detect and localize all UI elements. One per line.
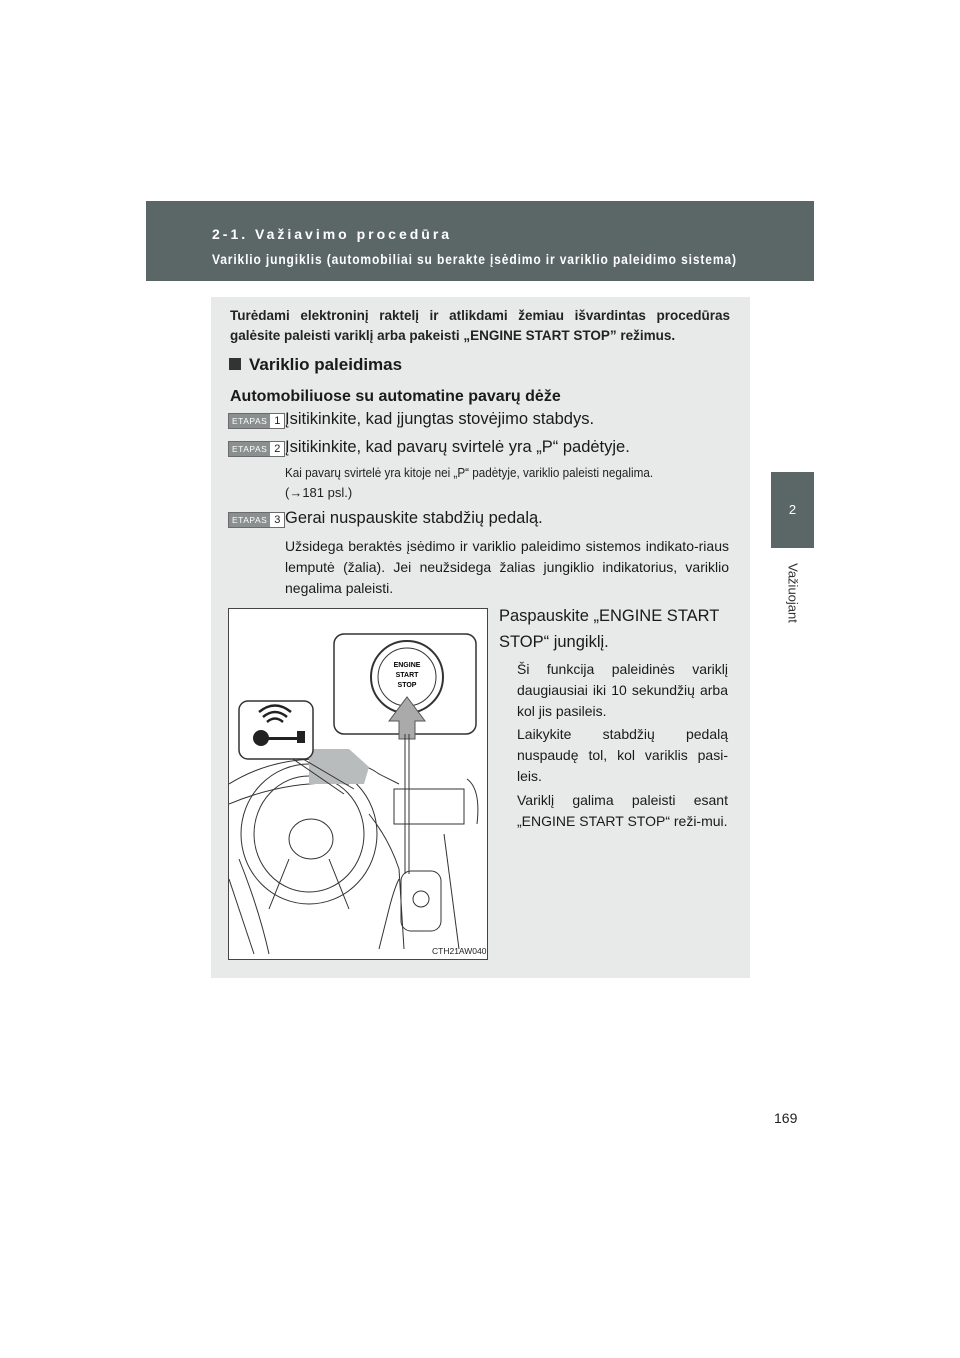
step-text: Įsitikinkite, kad pavarų svirtelė yra „P“ padėtyje. — [285, 438, 630, 456]
step-badge: ETAPAS 3 — [228, 512, 285, 528]
button-text-start: START — [395, 672, 419, 679]
page-reference: (→181 psl.) — [285, 485, 353, 500]
intro-text: Turėdami elektroninį raktelį ir atlikdami žemiau išvardintas procedūras galėsite paleisti variklį arba pakeisti „ENGINE START STOP” režimus. — [230, 308, 730, 343]
dashboard-drawing — [229, 609, 487, 959]
step-note: Laikykite stabdžių pedalą nuspaudę tol, kol variklis pasi-leis. — [517, 726, 728, 784]
section-heading: Variklio paleidimas — [229, 355, 402, 375]
step-note: Užsidega beraktės įsėdimo ir variklio paleidimo sistemos indikato-riaus lemputė (žalia). Jei neužsidega žalias jungiklio indikatorius, variklio negalima paleisti. — [285, 538, 729, 596]
step-text: Paspauskite „ENGINE START STOP“ jungiklį. — [499, 607, 720, 651]
square-bullet-icon — [229, 358, 241, 370]
step-note: Kai pavarų svirtelė yra kitoje nei „P“ padėtyje, variklio paleisti negalima. — [285, 465, 654, 480]
button-text-stop: STOP — [397, 682, 417, 689]
step-note: Variklį galima paleisti esant „ENGINE START STOP“ reži-mui. — [517, 792, 728, 829]
dashboard-illustration — [228, 608, 488, 960]
step-badge: ETAPAS 1 — [228, 413, 285, 429]
step-text: Gerai nuspauskite stabdžių pedalą. — [285, 509, 543, 527]
page-number: 169 — [774, 1110, 798, 1126]
chapter-tab: 2 — [771, 472, 814, 548]
section-subtitle: Variklio jungiklis (automobiliai su berakte įsėdimo ir variklio paleidimo sistema) — [212, 251, 737, 267]
step-text: Įsitikinkite, kad įjungtas stovėjimo stabdys. — [285, 410, 595, 428]
section-header — [146, 201, 814, 281]
section-title: 2-1. Važiavimo procedūra — [212, 226, 453, 242]
step-badge: ETAPAS 2 — [228, 441, 285, 457]
subsection-heading: Automobiliuose su automatine pavarų dėže — [230, 388, 561, 405]
illustration-code: CTH21AW040 — [432, 946, 487, 956]
chapter-label: Važiuojant — [785, 563, 801, 623]
button-text-engine: ENGINE — [393, 662, 421, 669]
step-note: Ši funkcija paleidinės variklį daugiausiai iki 10 sekundžių arba kol jis pasileis. — [517, 661, 728, 719]
